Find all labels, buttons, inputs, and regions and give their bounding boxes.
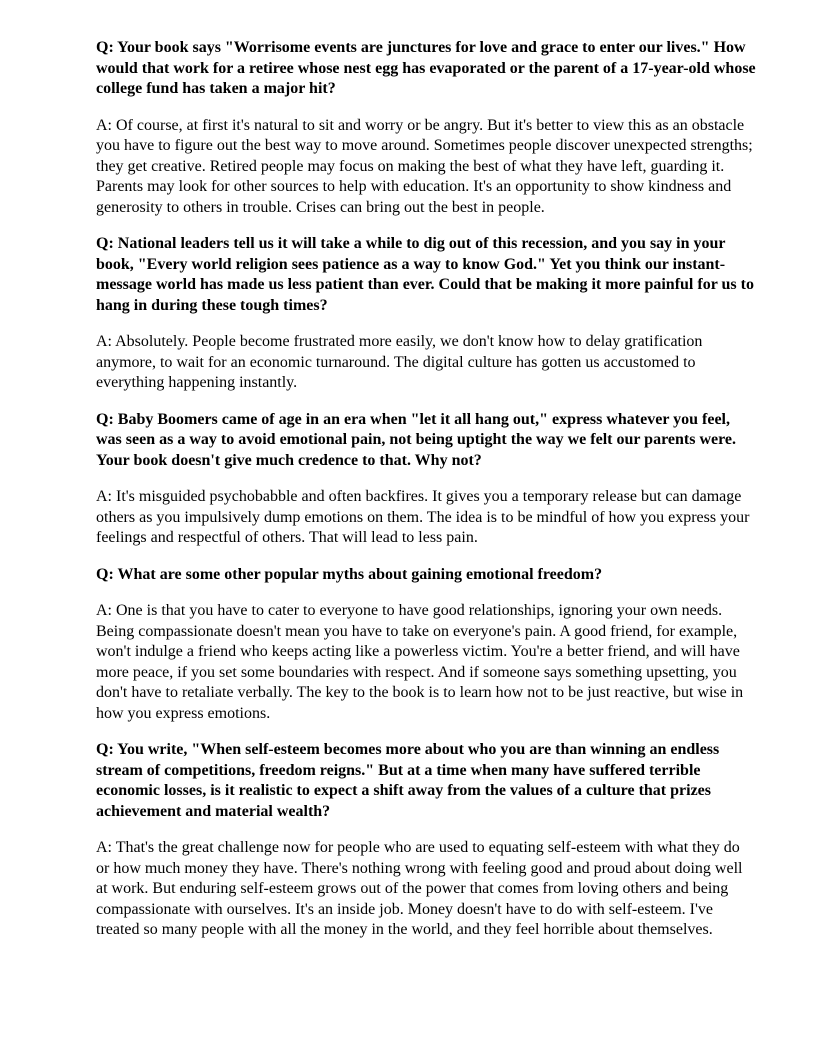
question-4: Q: What are some other popular myths about gaining emotional freedom?: [96, 565, 603, 583]
answer-1: A: Of course, at first it's natural to sit and worry or be angry. But it's better to view this as an obstacle you have to figure out the best way to move around. Sometimes people discover unexpected strengths; they get creative. Retired people may focus on making the best of what they have left, guarding it. Parents may look for other sources to help with education. It's an opportunity to show kindness and generosity to others in trouble. Crises can bring out the best in people.: [96, 116, 753, 216]
question-1: Q: Your book says "Worrisome events are junctures for love and grace to enter our lives." How would that work for a retiree whose nest egg has evaporated or the parent of a 17-year-old whose college fund has taken a major hit?: [96, 39, 756, 97]
question-3: Q: Baby Boomers came of age in an era when "let it all hang out," express whatever you feel, was seen as a way to avoid emotional pain, not being uptight the way we felt our parents were. Your book doesn't give much credence to that. Why not?: [96, 410, 737, 469]
question-2: Q: National leaders tell us it will take a while to dig out of this recession, and you say in your book, "Every world religion sees patience as a way to know God." Yet you think our instant-message world has made us less patient than ever. Could that be making it more painful for us to hang in during these tough times?: [96, 235, 754, 314]
question-5: Q: You write, "When self-esteem becomes more about who you are than winning an endless stream of competitions, freedom reigns." But at a time when many have suffered terrible economic losses, is it realistic to expect a shift away from the values of a culture that prizes achievement and material wealth?: [96, 741, 720, 820]
answer-3: A: It's misguided psychobabble and often backfires. It gives you a temporary release but can damage others as you impulsively dump emotions on them. The idea is to be mindful of how you express your feelings and respectful of others. That will lead to less pain.: [96, 488, 750, 546]
answer-2: A: Absolutely. People become frustrated more easily, we don't know how to delay gratification anymore, to wait for an economic turnaround. The digital culture has gotten us accustomed to everything happening instantly.: [96, 333, 703, 391]
answer-4: A: One is that you have to cater to everyone to have good relationships, ignoring your own needs. Being compassionate doesn't mean you have to take on everyone's pain. A good friend, for example, won't indulge a friend who keeps acting like a powerless victim. You're a better friend, and will have more peace, if you set some boundaries with respect. And if someone says something upsetting, you don't have to retaliate verbally. The key to the book is to learn how not to be just reactive, but wise in how you express emotions.: [96, 602, 744, 722]
answer-5: A: That's the great challenge now for people who are used to equating self-esteem with what they do or how much money they have. There's nothing wrong with feeling good and proud about doing well at work. But enduring self-esteem grows out of the power that comes from loving others and being compassionate with ourselves. It's an inside job. Money doesn't have to do with self-esteem. I've treated so many people with all the money in the world, and they feel horrible about themselves.: [96, 839, 743, 938]
document-page: [96, 38, 756, 957]
